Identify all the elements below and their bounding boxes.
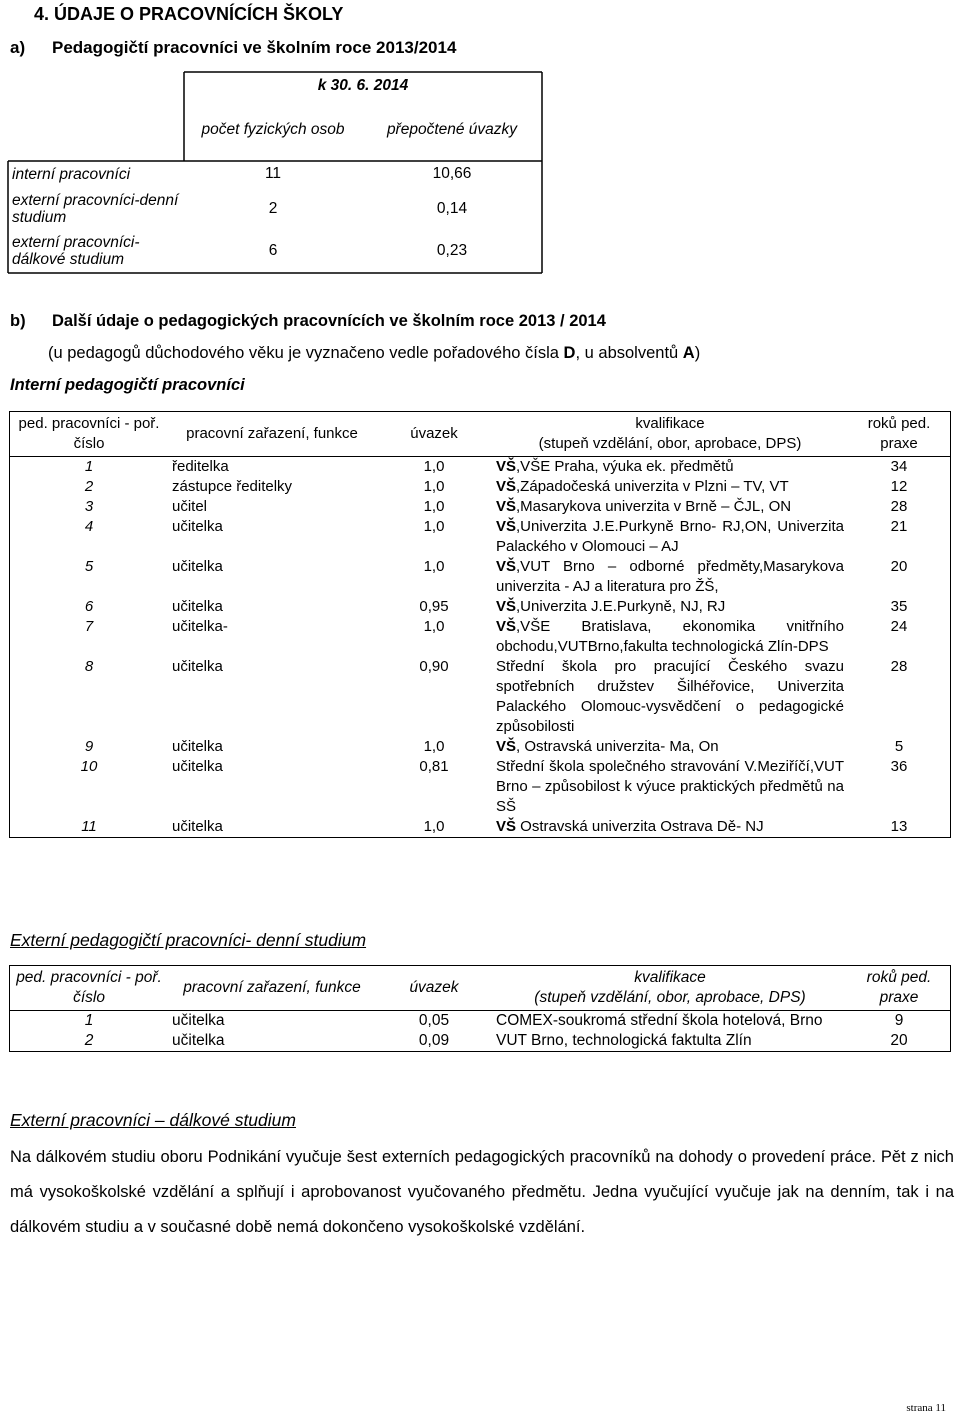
staff-load: 1,0 bbox=[423, 457, 445, 475]
summary-row-label: externí pracovníci-dálkové studium bbox=[12, 234, 140, 268]
staff-number: 6 bbox=[84, 597, 94, 615]
note-marker-a: A bbox=[682, 344, 695, 362]
staff-qualification: VŠ,VUT Brno – odborné předměty,Masarykova univerzita - AJ a literatura pro ŽŠ, bbox=[496, 557, 844, 595]
staff-qualification: VŠ,VŠE Praha, výuka ek. předmětů bbox=[496, 457, 734, 475]
staff-load: 0,90 bbox=[419, 657, 449, 675]
staff-role: učitelka bbox=[172, 817, 223, 835]
staff-number: 2 bbox=[84, 1031, 94, 1049]
staff-role: ředitelka bbox=[172, 457, 229, 475]
staff-load: 0,81 bbox=[419, 757, 449, 775]
staff-qualification: COMEX-soukromá střední škola hotelová, Brno bbox=[496, 1011, 823, 1029]
summary-col-physical: počet fyzických osob bbox=[201, 121, 345, 138]
staff-number: 7 bbox=[84, 617, 94, 635]
staff-load: 0,05 bbox=[418, 1011, 450, 1029]
table-header-row bbox=[10, 966, 950, 1010]
page-number: strana 11 bbox=[906, 1402, 946, 1414]
staff-years: 34 bbox=[890, 457, 908, 475]
summary-date: k 30. 6. 2014 bbox=[317, 77, 409, 94]
staff-role: zástupce ředitelky bbox=[172, 477, 293, 495]
staff-load: 1,0 bbox=[423, 817, 445, 835]
staff-years: 9 bbox=[894, 1011, 904, 1029]
staff-load: 0,95 bbox=[419, 597, 449, 615]
summary-physical-value: 11 bbox=[264, 165, 282, 182]
staff-qualification: VŠ,Masarykova univerzita v Brně – ČJL, ON bbox=[496, 497, 792, 515]
legend-note bbox=[48, 344, 700, 363]
staff-years: 5 bbox=[894, 737, 904, 755]
summary-row-label: interní pracovníci bbox=[12, 165, 131, 183]
header-qualification bbox=[492, 966, 848, 1010]
header-no: ped. pracovníci - poř. číslo bbox=[10, 412, 168, 456]
staff-years: 13 bbox=[890, 817, 908, 835]
staff-number: 2 bbox=[84, 477, 94, 495]
staff-role: učitelka bbox=[172, 597, 223, 615]
staff-years: 28 bbox=[890, 657, 908, 675]
staff-role: učitel bbox=[172, 497, 208, 515]
table-row bbox=[10, 1031, 950, 1051]
staff-qualification: VŠ,VŠE Bratislava, ekonomika vnitřního obchodu,VUTBrno,fakulta technologická Zlín-DPS bbox=[496, 617, 844, 655]
staff-number: 1 bbox=[84, 1011, 94, 1029]
staff-load: 1,0 bbox=[423, 737, 445, 755]
table-row bbox=[10, 517, 950, 557]
table-row bbox=[10, 597, 950, 617]
staff-role: učitelka- bbox=[172, 617, 228, 635]
header-years: roků ped. praxe bbox=[848, 966, 950, 1010]
staff-load: 0,09 bbox=[418, 1031, 450, 1049]
staff-qualification: Střední škola pro pracující Českého svazu spotřebních družstev Šilhéřovice, Univerzita Palackého Olomouc-vysvědčení o pedagogické způsobilosti bbox=[496, 657, 844, 735]
staff-years: 36 bbox=[890, 757, 908, 775]
subsection-b-title: Další údaje o pedagogických pracovnících ve školním roce 2013 / 2014 bbox=[52, 312, 606, 330]
internal-staff-title: Interní pedagogičtí pracovníci bbox=[10, 376, 245, 394]
header-years: roků ped. praxe bbox=[848, 412, 950, 456]
table-row bbox=[10, 757, 950, 817]
staff-years: 12 bbox=[890, 477, 908, 495]
header-role: pracovní zařazení, funkce bbox=[168, 412, 376, 456]
staff-qualification: VŠ, Ostravská univerzita- Ma, On bbox=[496, 737, 719, 755]
table-row bbox=[10, 737, 950, 757]
external-staff-title: Externí pedagogičtí pracovníci- denní studium bbox=[10, 930, 367, 950]
staff-years: 24 bbox=[890, 617, 908, 635]
staff-qualification: Střední škola společného stravování V.Meziříčí,VUT Brno – způsobilost k výuce praktických předmětů na SŠ bbox=[496, 757, 844, 815]
staff-number: 11 bbox=[81, 817, 97, 835]
table-row bbox=[10, 456, 950, 477]
distance-staff-paragraph: Na dálkovém studiu oboru Podnikání vyučuje šest externích pedagogických pracovníků na dohody o provedení práce. Pět z nich má vysokoškolské vzdělání a splňují i aprobovanost vyučovaného předmětu. Jedna vyučující vyučuje jak na denním, tak i na dálkovém studiu a v současné době nemá dokončeno vysokoškolské vzdělání. bbox=[10, 1148, 954, 1236]
internal-staff-table bbox=[10, 412, 950, 837]
subsection-b-label: b) bbox=[10, 312, 26, 330]
summary-table-borders bbox=[0, 0, 960, 300]
header-load: úvazek bbox=[376, 412, 492, 456]
staff-role: učitelka bbox=[172, 757, 223, 775]
header-load: úvazek bbox=[376, 966, 492, 1010]
header-no: ped. pracovníci - poř. číslo bbox=[10, 966, 168, 1010]
staff-qualification: VŠ,Univerzita J.E.Purkyně, NJ, RJ bbox=[496, 597, 726, 615]
subsection-a-title: Pedagogičtí pracovníci ve školním roce 2013/2014 bbox=[52, 38, 457, 57]
staff-years: 21 bbox=[890, 517, 908, 535]
staff-qualification: VŠ Ostravská univerzita Ostrava Dě- NJ bbox=[496, 817, 764, 835]
table-row bbox=[10, 557, 950, 597]
summary-col-recalc: přepočtené úvazky bbox=[386, 121, 518, 138]
staff-number: 3 bbox=[84, 497, 94, 515]
subsection-b-heading bbox=[10, 312, 606, 331]
staff-load: 1,0 bbox=[423, 557, 445, 575]
summary-recalc-value: 10,66 bbox=[432, 165, 472, 182]
table-row bbox=[10, 497, 950, 517]
staff-qualification: VŠ,Západočeská univerzita v Plzni – TV, VT bbox=[496, 477, 789, 495]
staff-role: učitelka bbox=[172, 1031, 225, 1049]
staff-load: 1,0 bbox=[423, 497, 445, 515]
table-row bbox=[10, 477, 950, 497]
header-qualification-line2: (stupeň vzdělání, obor, aprobace, DPS) bbox=[538, 434, 802, 452]
staff-number: 4 bbox=[84, 517, 94, 535]
distance-staff-title: Externí pracovníci – dálkové studium bbox=[10, 1110, 296, 1130]
staff-role: učitelka bbox=[172, 517, 223, 535]
header-qualification-line2: (stupeň vzdělání, obor, aprobace, DPS) bbox=[534, 988, 806, 1006]
header-role: pracovní zařazení, funkce bbox=[168, 966, 376, 1010]
note-text-3: ) bbox=[694, 344, 701, 362]
summary-recalc-value: 0,23 bbox=[436, 242, 468, 259]
header-qualification bbox=[492, 412, 848, 456]
staff-role: učitelka bbox=[172, 557, 223, 575]
staff-qualification: VUT Brno, technologická faktulta Zlín bbox=[496, 1031, 752, 1049]
staff-role: učitelka bbox=[172, 737, 223, 755]
table-row bbox=[10, 817, 950, 837]
staff-years: 28 bbox=[890, 497, 908, 515]
staff-load: 1,0 bbox=[423, 617, 445, 635]
staff-role: učitelka bbox=[172, 657, 223, 675]
staff-load: 1,0 bbox=[423, 477, 445, 495]
header-qualification-line1: kvalifikace bbox=[634, 968, 706, 986]
staff-number: 10 bbox=[80, 757, 98, 775]
staff-number: 8 bbox=[84, 657, 94, 675]
note-text-1: (u pedagogů důchodového věku je vyznačeno vedle pořadového čísla bbox=[48, 344, 564, 362]
header-qualification-line1: kvalifikace bbox=[635, 414, 705, 432]
summary-physical-value: 2 bbox=[268, 200, 278, 217]
summary-physical-value: 6 bbox=[268, 242, 278, 259]
staff-qualification: VŠ,Univerzita J.E.Purkyně Brno- RJ,ON, Univerzita Palackého v Olomouci – AJ bbox=[496, 517, 844, 555]
summary-recalc-value: 0,14 bbox=[436, 200, 468, 217]
external-staff-table bbox=[10, 966, 950, 1051]
staff-number: 9 bbox=[84, 737, 94, 755]
staff-years: 35 bbox=[890, 597, 908, 615]
table-header-row bbox=[10, 412, 950, 456]
table-row bbox=[10, 1010, 950, 1031]
note-text-2: , u absolventů bbox=[575, 344, 683, 362]
table-row bbox=[10, 617, 950, 657]
staff-load: 1,0 bbox=[423, 517, 445, 535]
staff-number: 5 bbox=[84, 557, 94, 575]
table-row bbox=[10, 657, 950, 737]
staff-years: 20 bbox=[890, 557, 908, 575]
staff-number: 1 bbox=[84, 457, 94, 475]
subsection-a-label: a) bbox=[10, 38, 26, 57]
section-title: 4. ÚDAJE O PRACOVNÍCÍCH ŠKOLY bbox=[34, 4, 344, 24]
staff-role: učitelka bbox=[172, 1011, 225, 1029]
note-marker-d: D bbox=[563, 344, 576, 362]
summary-row-label: externí pracovníci-denní studium bbox=[12, 192, 179, 226]
staff-years: 20 bbox=[890, 1031, 908, 1049]
